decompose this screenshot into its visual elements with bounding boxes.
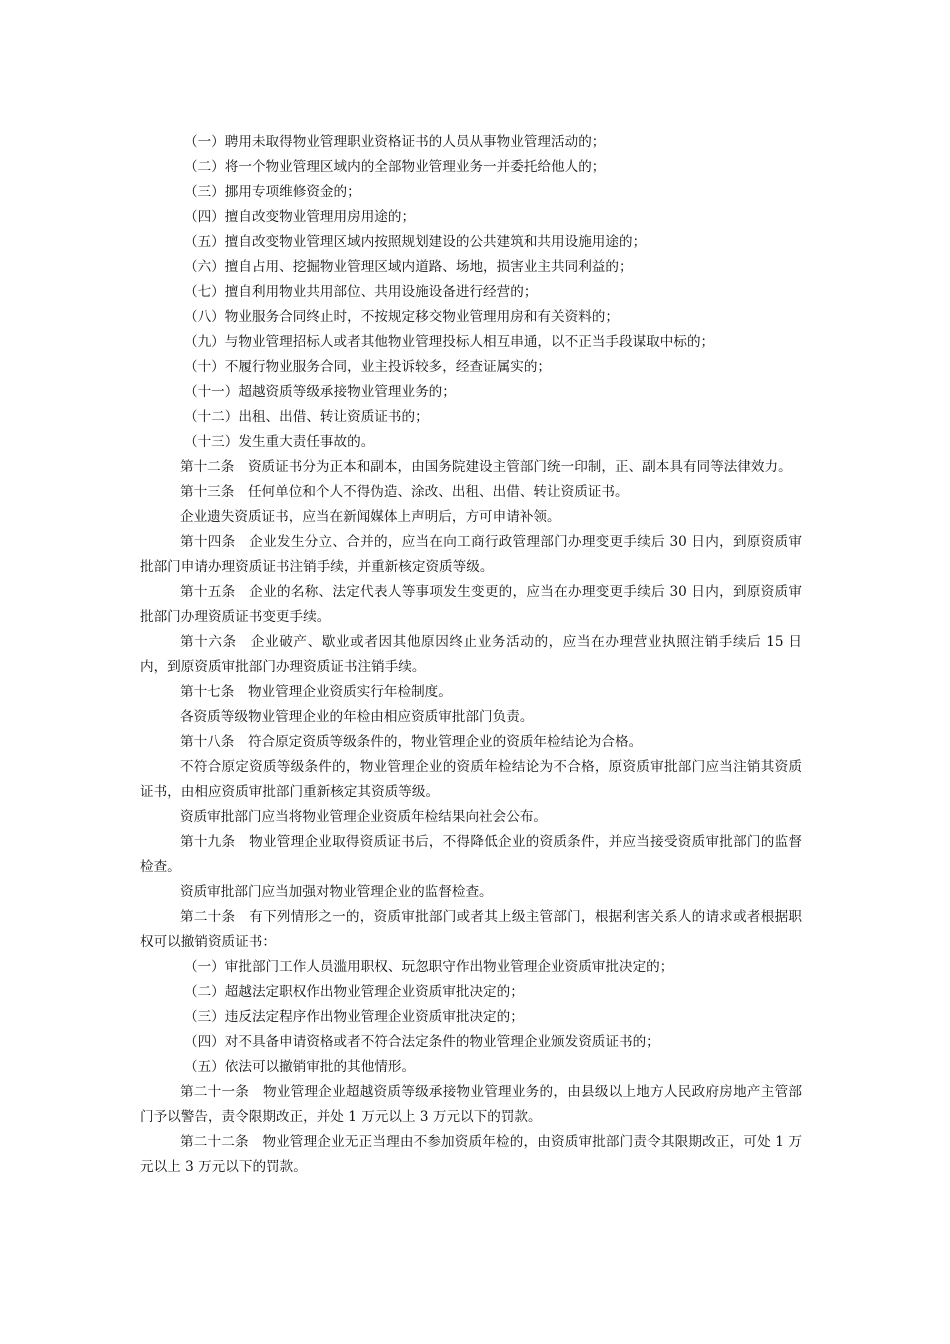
- list-item: （一）聘用未取得物业管理职业资格证书的人员从事物业管理活动的；: [184, 134, 606, 150]
- list-item: （八）物业服务合同终止时，不按规定移交物业管理用房和有关资料的；: [184, 309, 619, 325]
- paragraph: 资质审批部门应当加强对物业管理企业的监督检查。: [180, 884, 493, 900]
- list-item: （十一）超越资质等级承接物业管理业务的；: [184, 384, 456, 400]
- list-item: （五）擅自改变物业管理区域内按照规划建设的公共建筑和共用设施用途的；: [184, 234, 647, 250]
- list-item: （三）违反法定程序作出物业管理企业资质审批决定的；: [184, 1009, 524, 1025]
- paragraph: 第十五条 企业的名称、法定代表人等事项发生变更的，应当在办理变更手续后 30 日内，到原资质审批部门办理资质证书变更手续。: [140, 584, 802, 625]
- list-item: （九）与物业管理招标人或者其他物业管理投标人相互串通，以不正当手段谋取中标的；: [184, 334, 715, 350]
- list-item: （四）对不具备申请资格或者不符合法定条件的物业管理企业颁发资质证书的；: [184, 1034, 660, 1050]
- list-item: （六）擅自占用、挖掘物业管理区域内道路、场地，损害业主共同利益的；: [184, 259, 633, 275]
- list-item: （四）擅自改变物业管理用房用途的；: [184, 209, 416, 225]
- paragraph: 企业遗失资质证书，应当在新闻媒体上声明后，方可申请补领。: [180, 509, 561, 525]
- list-item: （二）将一个物业管理区域内的全部物业管理业务一并委托给他人的；: [184, 159, 606, 175]
- paragraph: 第十九条 物业管理企业取得资质证书后，不得降低企业的资质条件，并应当接受资质审批部门的监督检查。: [140, 834, 802, 875]
- paragraph: 各资质等级物业管理企业的年检由相应资质审批部门负责。: [180, 709, 534, 725]
- paragraph: 资质审批部门应当将物业管理企业资质年检结果向社会公布。: [180, 809, 548, 825]
- paragraph: 第十七条 物业管理企业资质实行年检制度。: [180, 684, 452, 700]
- list-item: （十）不履行物业服务合同，业主投诉较多，经查证属实的；: [184, 359, 552, 375]
- paragraph: 第十四条 企业发生分立、合并的，应当在向工商行政管理部门办理变更手续后 30 日内，到原资质审批部门申请办理资质证书注销手续，并重新核定资质等级。: [140, 534, 802, 575]
- paragraph: 第十八条 符合原定资质等级条件的，物业管理企业的资质年检结论为合格。: [180, 734, 643, 750]
- paragraph: 第二十二条 物业管理企业无正当理由不参加资质年检的，由资质审批部门责令其限期改正，可处 1 万元以上 3 万元以下的罚款。: [140, 1134, 802, 1175]
- list-item: （十二）出租、出借、转让资质证书的；: [184, 409, 429, 425]
- paragraph: 第二十一条 物业管理企业超越资质等级承接物业管理业务的，由县级以上地方人民政府房地产主管部门予以警告，责令限期改正，并处 1 万元以上 3 万元以下的罚款。: [140, 1084, 802, 1125]
- paragraph: 不符合原定资质等级条件的，物业管理企业的资质年检结论为不合格，原资质审批部门应当注销其资质证书，由相应资质审批部门重新核定其资质等级。: [140, 759, 802, 800]
- list-item: （七）擅自利用物业共用部位、共用设施设备进行经营的；: [184, 284, 538, 300]
- paragraph: 第二十条 有下列情形之一的，资质审批部门或者其上级主管部门，根据利害关系人的请求或者根据职权可以撤销资质证书：: [140, 909, 802, 950]
- paragraph: 第十三条 任何单位和个人不得伪造、涂改、出租、出借、转让资质证书。: [180, 484, 629, 500]
- paragraph: 第十二条 资质证书分为正本和副本，由国务院建设主管部门统一印制，正、副本具有同等法律效力。: [180, 459, 792, 475]
- list-item: （二）超越法定职权作出物业管理企业资质审批决定的；: [184, 984, 524, 1000]
- list-item: （一）审批部门工作人员滥用职权、玩忽职守作出物业管理企业资质审批决定的；: [184, 959, 674, 975]
- list-item: （三）挪用专项维修资金的；: [184, 184, 361, 200]
- list-item: （十三）发生重大责任事故的。: [184, 434, 375, 450]
- paragraph: 第十六条 企业破产、歇业或者因其他原因终止业务活动的，应当在办理营业执照注销手续后 15 日内，到原资质审批部门办理资质证书注销手续。: [140, 634, 802, 675]
- document-body: [140, 130, 802, 1180]
- list-item: （五）依法可以撤销审批的其他情形。: [184, 1059, 416, 1075]
